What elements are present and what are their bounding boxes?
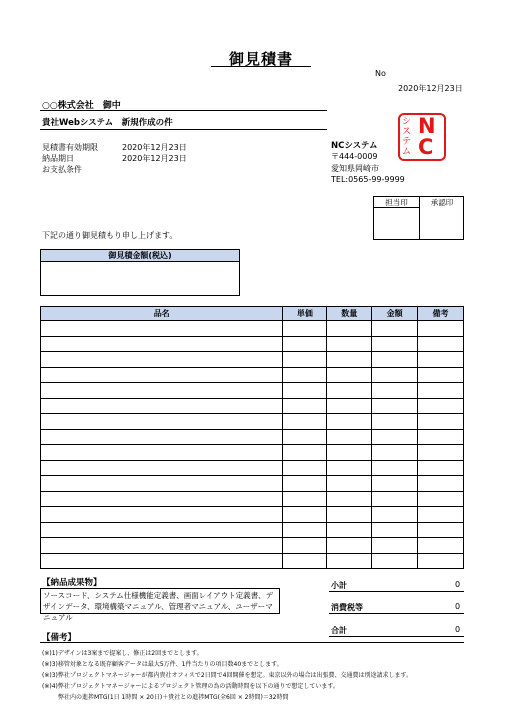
table-cell [283, 367, 327, 383]
table-cell [327, 367, 372, 383]
tax-value: 0 [455, 602, 461, 611]
table-cell [418, 522, 464, 538]
estimate-amount-value [41, 262, 239, 270]
total-rule [329, 636, 464, 637]
table-cell [418, 445, 464, 461]
approver-stamp-label: 承認印 [419, 197, 464, 240]
table-cell [41, 538, 283, 554]
note-item: (※)4)弊社プロジェクトマネージャーによるプロジェクト管理の為の活動時間を以下の通りで想定しています。 [42, 683, 339, 690]
table-cell [283, 491, 327, 507]
estimate-amount-label: 御見積金額(税込) [41, 250, 239, 262]
seal-letter-n: N [418, 114, 436, 138]
table-cell [41, 553, 283, 569]
issuer-address: 愛知県岡崎市 [331, 164, 379, 173]
table-row [41, 367, 464, 383]
table-row [41, 429, 464, 445]
table-cell [418, 538, 464, 554]
table-row [41, 398, 464, 414]
table-cell [372, 367, 418, 383]
table-cell [41, 383, 283, 399]
table-row [41, 553, 464, 569]
table-cell [418, 414, 464, 430]
table-cell [283, 522, 327, 538]
table-cell [41, 367, 283, 383]
table-row [41, 414, 464, 430]
tax-label: 消費税等 [331, 603, 363, 612]
tax-rule [329, 613, 464, 614]
table-cell [372, 522, 418, 538]
table-cell [283, 429, 327, 445]
table-cell [283, 476, 327, 492]
table-cell [283, 414, 327, 430]
table-cell [283, 553, 327, 569]
table-cell [372, 538, 418, 554]
table-cell [327, 336, 372, 352]
table-cell [372, 352, 418, 368]
table-row [41, 383, 464, 399]
payment-terms-label: お支払条件 [42, 165, 82, 174]
table-cell [418, 398, 464, 414]
table-cell [418, 336, 464, 352]
table-cell [327, 491, 372, 507]
greeting-text: 下記の通り御見積もり申し上げます。 [42, 231, 178, 240]
validity-label: 見積書有効期限 [42, 143, 98, 152]
title-underline [211, 66, 311, 67]
notes-rule [40, 642, 464, 643]
table-cell [283, 460, 327, 476]
delivery-date-value: 2020年12月23日 [122, 154, 187, 163]
note-item: (※)3)移管対象となる既存顧客データは最大5万件、1件当たりの項目数40までとします。 [42, 661, 283, 668]
table-cell [418, 321, 464, 337]
table-cell [41, 429, 283, 445]
subtotal-value: 0 [455, 580, 461, 589]
approval-stamp-boxes [373, 196, 464, 240]
subject-rule [40, 129, 327, 130]
table-cell [283, 383, 327, 399]
table-cell [41, 460, 283, 476]
table-cell [327, 383, 372, 399]
table-cell [327, 429, 372, 445]
table-cell [41, 414, 283, 430]
table-cell [327, 398, 372, 414]
table-cell [372, 429, 418, 445]
delivery-date-label: 納品期日 [42, 154, 74, 163]
table-row [41, 491, 464, 507]
table-cell [283, 352, 327, 368]
table-cell [327, 352, 372, 368]
subtotal-label: 小計 [331, 581, 347, 590]
table-row [41, 336, 464, 352]
staff-stamp-label: 担当印 [374, 197, 419, 208]
column-header-quantity: 数量 [327, 307, 372, 321]
table-cell [418, 491, 464, 507]
table-row [41, 321, 464, 337]
table-cell [418, 507, 464, 523]
deliverables-text: ソースコード、システム仕様機能定義書、画面レイアウト定義書、デザインデータ、環境構築マニュアル、管理者マニュアル、ユーザーマニュアル [40, 588, 280, 614]
company-seal-stamp [398, 113, 446, 161]
table-cell [41, 321, 283, 337]
column-header-unit-price: 単価 [283, 307, 327, 321]
table-cell [372, 553, 418, 569]
issuer-postal: 〒444-0009 [331, 152, 378, 161]
table-cell [327, 414, 372, 430]
column-header-remarks: 備考 [418, 307, 464, 321]
table-cell [372, 383, 418, 399]
table-cell [418, 460, 464, 476]
table-row [41, 460, 464, 476]
table-cell [41, 476, 283, 492]
table-cell [372, 445, 418, 461]
table-cell [41, 445, 283, 461]
table-cell [327, 538, 372, 554]
table-cell [372, 460, 418, 476]
client-name-rule [40, 110, 327, 111]
table-cell [372, 507, 418, 523]
document-number-label: No [375, 69, 386, 78]
seal-letter-c: C [418, 135, 434, 159]
table-cell [418, 553, 464, 569]
table-cell [41, 522, 283, 538]
table-cell [283, 398, 327, 414]
table-cell [327, 460, 372, 476]
table-cell [283, 507, 327, 523]
table-cell [41, 491, 283, 507]
table-cell [327, 522, 372, 538]
table-cell [418, 352, 464, 368]
validity-value: 2020年12月23日 [122, 143, 187, 152]
table-cell [283, 538, 327, 554]
table-cell [327, 321, 372, 337]
estimate-amount-box [40, 249, 240, 296]
column-header-item-name: 品名 [41, 307, 283, 321]
line-items-body [41, 321, 464, 569]
note-item: 弊社内の進捗MTG(1日 1時間 × 20日)＋貴社との進捗MTG(全6回 × 2時間)＝32時間 [58, 694, 289, 701]
table-cell [372, 491, 418, 507]
table-cell [418, 367, 464, 383]
table-cell [41, 336, 283, 352]
table-cell [372, 336, 418, 352]
deliverables-label: 【納品成果物】 [42, 578, 102, 588]
subtotal-rule [329, 591, 464, 592]
table-row [41, 476, 464, 492]
issuer-tel: TEL:0565-99-9999 [331, 175, 405, 184]
note-item: (※)1)デザインは3案まで提案し、修正は2回までとします。 [42, 650, 203, 657]
table-row [41, 352, 464, 368]
table-cell [372, 321, 418, 337]
issuer-name: NCシステム [331, 141, 378, 151]
table-cell [327, 445, 372, 461]
table-cell [41, 398, 283, 414]
table-cell [283, 321, 327, 337]
table-row [41, 522, 464, 538]
table-cell [372, 414, 418, 430]
table-cell [41, 352, 283, 368]
table-cell [418, 429, 464, 445]
note-item: (※)3)弊社プロジェクトマネージャーが都内貴社オフィスで2日間で4回開催を想定。東京以外の場合は出張費、交通費は別途請求します。 [42, 672, 413, 679]
table-cell [283, 445, 327, 461]
client-name: ○○株式会社 御中 [42, 101, 121, 111]
column-header-amount: 金額 [372, 307, 418, 321]
table-cell [372, 476, 418, 492]
notes-label: 【備考】 [42, 633, 77, 643]
table-row [41, 507, 464, 523]
table-cell [327, 476, 372, 492]
line-items-table [40, 306, 464, 569]
table-cell [327, 507, 372, 523]
table-cell [327, 553, 372, 569]
table-cell [283, 336, 327, 352]
issue-date: 2020年12月23日 [398, 84, 463, 93]
table-cell [41, 507, 283, 523]
seal-small-text: システム [402, 117, 412, 157]
table-row [41, 445, 464, 461]
table-row [41, 538, 464, 554]
table-cell [372, 398, 418, 414]
total-label: 合計 [331, 626, 347, 635]
subject: 貴社Webシステム 新規作成の件 [42, 118, 173, 128]
table-cell [418, 476, 464, 492]
total-value: 0 [455, 625, 461, 634]
document-title: 御見積書 [228, 50, 293, 68]
table-cell [418, 383, 464, 399]
table-header-row [41, 307, 464, 321]
